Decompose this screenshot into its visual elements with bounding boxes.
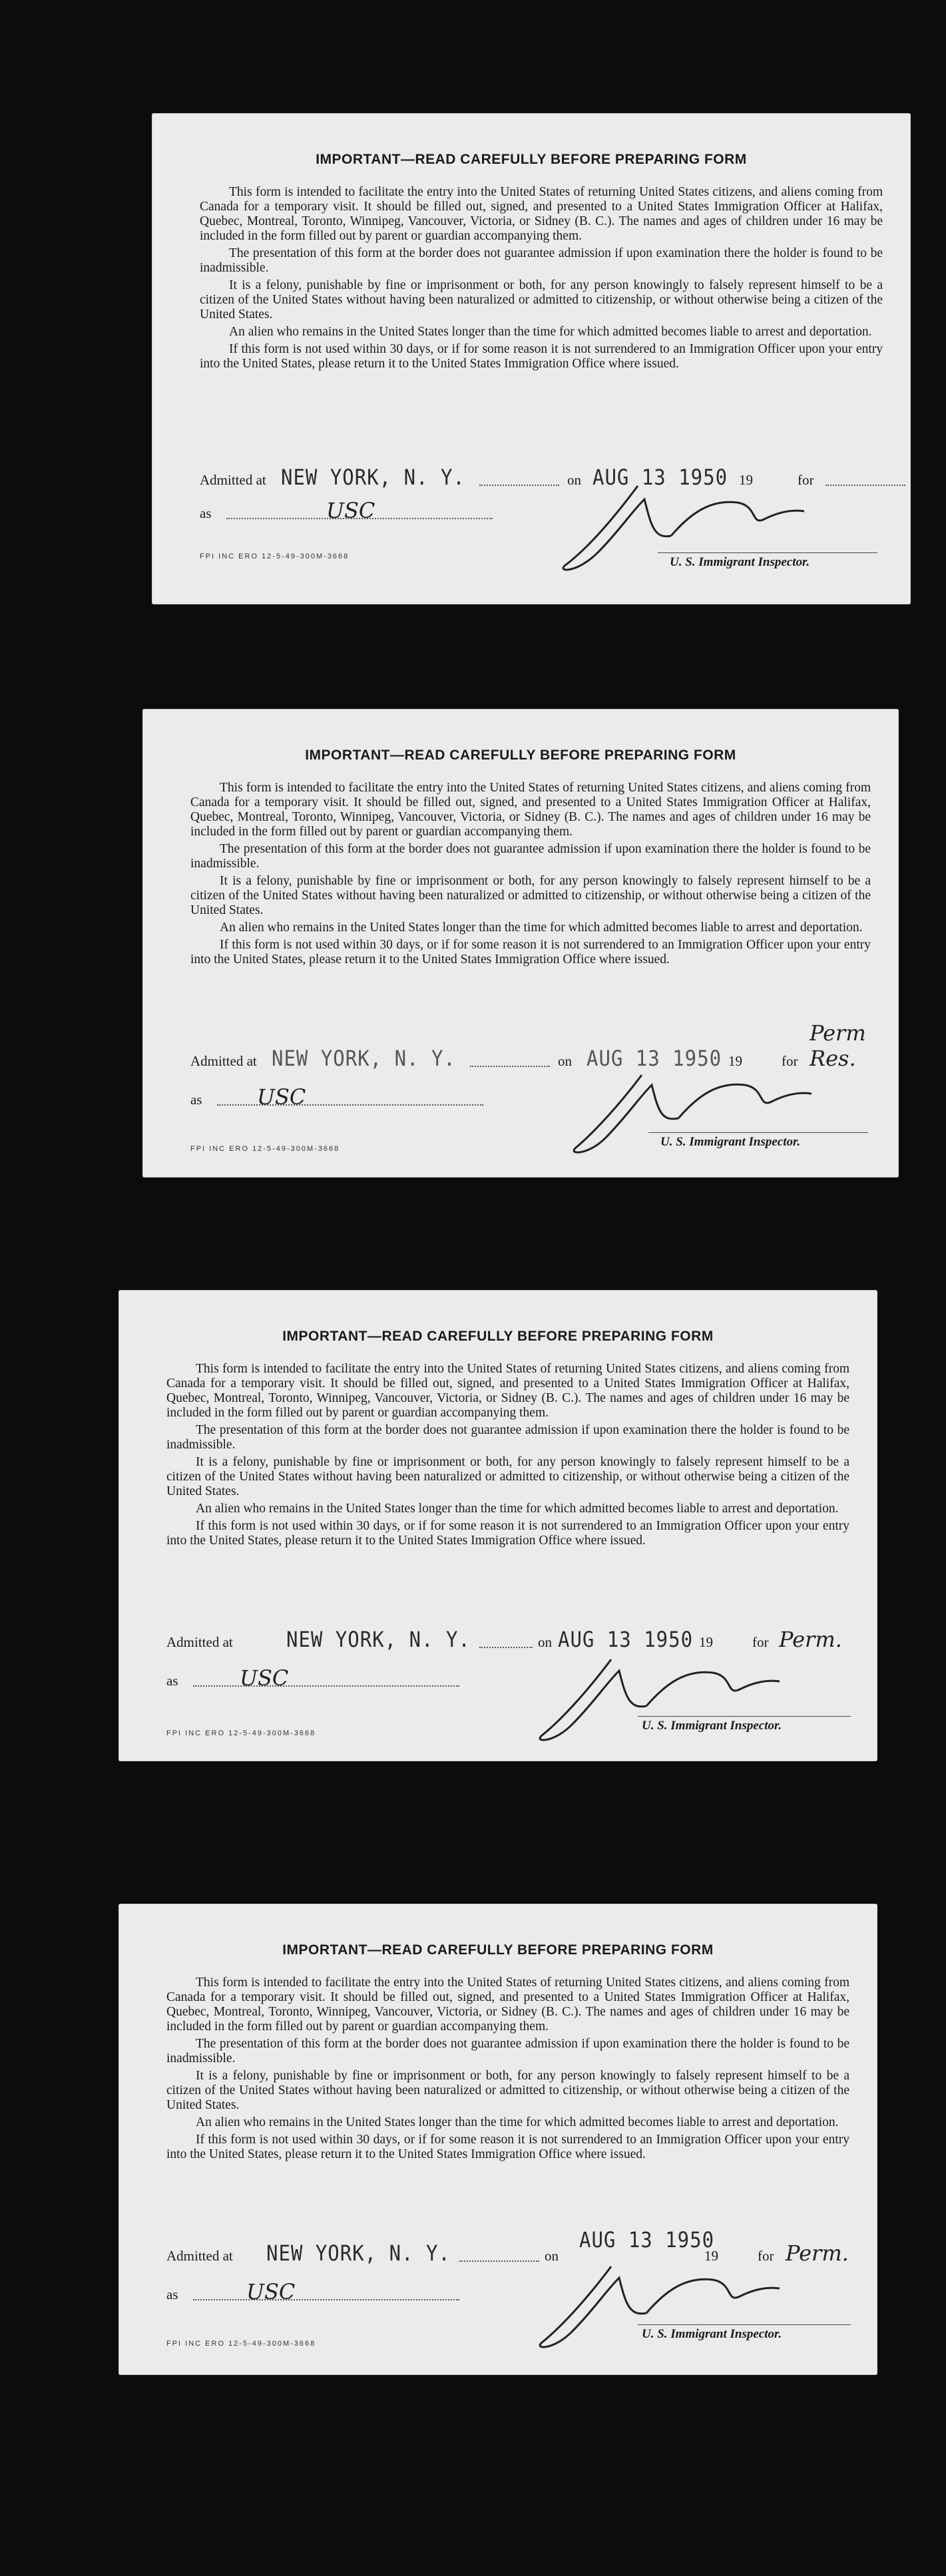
paragraph: The presentation of this form at the border does not guarantee admission if upon examination there the holder is found to be inadmissible. [200, 246, 883, 275]
as-label: as [190, 1092, 202, 1108]
year-label: 19 [699, 1634, 713, 1650]
as-value-handwritten: USC [246, 2279, 296, 2304]
for-label: for [782, 1053, 798, 1069]
admitted-label: Admitted at [166, 2248, 233, 2264]
card-title: IMPORTANT—READ CAREFULLY BEFORE PREPARING FORM [316, 152, 747, 167]
paragraph: This form is intended to facilitate the entry into the United States of returning United States citizens, and aliens coming from Canada for a temporary visit. It should be filled out, signed, and presented to a United States Immigration Officer at Halifax, Quebec, Montreal, Toronto, Winnipeg, Vancouver, Victoria, or Sidney (B. C.). The names and ages of children under 16 may be included in the form filled out by parent or guardian accompanying them. [166, 1362, 849, 1420]
paragraph: An alien who remains in the United States longer than the time for which admitted becomes liable to arrest and deportation. [196, 2115, 839, 2129]
date-stamp: AUG 13 1950 [587, 1046, 722, 1071]
on-label: on [567, 472, 581, 488]
for-value-handwritten: Perm. [779, 1627, 842, 1652]
paragraph: It is a felony, punishable by fine or imprisonment or both, for any person knowingly to falsely represent himself to be a citizen of the United States without having been naturalized or admitted to citizenship, or without otherwise being a citizen of the United States. [166, 2069, 849, 2112]
signature-graphic [511, 2250, 791, 2363]
paragraph: If this form is not used within 30 days, or if for some reason it is not surrendered to an Immigration Officer upon your entry into the United States, please return it to the United States Immigration Office where issued. [190, 938, 871, 966]
inspector-label: U. S. Immigrant Inspector. [642, 1719, 782, 1733]
paragraph: It is a felony, punishable by fine or imprisonment or both, for any person knowingly to falsely represent himself to be a citizen of the United States without having been naturalized or admitted to citizenship, or without otherwise being a citizen of the United States. [166, 1455, 849, 1498]
paragraph: An alien who remains in the United States longer than the time for which admitted becomes liable to arrest and deportation. [220, 921, 863, 935]
admitted-place-stamp: NEW YORK, N. Y. [266, 2241, 451, 2266]
paragraph: This form is intended to facilitate the entry into the United States of returning United States citizens, and aliens coming from Canada for a temporary visit. It should be filled out, signed, and presented to a United States Immigration Officer at Halifax, Quebec, Montreal, Toronto, Winnipeg, Vancouver, Victoria, or Sidney (B. C.). The names and ages of children under 16 may be included in the form filled out by parent or guardian accompanying them. [190, 781, 871, 839]
date-stamp: AUG 13 1950 [558, 1627, 694, 1652]
dotted-line [193, 1685, 459, 1687]
signature-graphic [542, 1055, 822, 1168]
signature-line [638, 1716, 851, 1717]
for-value-handwritten: Perm Res. [810, 1020, 866, 1071]
paragraph: An alien who remains in the United States longer than the time for which admitted becomes liable to arrest and deportation. [196, 1502, 839, 1516]
print-code: FPI INC ERO 12-5-49-300M-3668 [200, 552, 350, 560]
form-card [152, 113, 911, 604]
paragraph: This form is intended to facilitate the entry into the United States of returning United States citizens, and aliens coming from Canada for a temporary visit. It should be filled out, signed, and presented to a United States Immigration Officer at Halifax, Quebec, Montreal, Toronto, Winnipeg, Vancouver, Victoria, or Sidney (B. C.). The names and ages of children under 16 may be included in the form filled out by parent or guardian accompanying them. [200, 185, 883, 243]
as-label: as [166, 1673, 178, 1689]
as-value-handwritten: USC [257, 1084, 306, 1110]
dotted-line [193, 2299, 459, 2300]
as-label: as [200, 505, 212, 521]
admitted-label: Admitted at [190, 1053, 257, 1069]
print-code: FPI INC ERO 12-5-49-300M-3668 [190, 1145, 340, 1153]
paragraph: The presentation of this form at the border does not guarantee admission if upon examination there the holder is found to be inadmissible. [190, 842, 871, 871]
print-code: FPI INC ERO 12-5-49-300M-3668 [166, 2340, 316, 2348]
year-label: 19 [728, 1053, 742, 1069]
date-stamp: AUG 13 1950 [592, 465, 728, 490]
paragraph: The presentation of this form at the border does not guarantee admission if upon examination there the holder is found to be inadmissible. [166, 1423, 849, 1452]
on-label: on [545, 2248, 559, 2264]
card-body [200, 185, 883, 374]
year-label: 19 [739, 472, 753, 488]
form-card [118, 1904, 877, 2375]
dotted-line [826, 485, 905, 486]
paragraph: It is a felony, punishable by fine or imprisonment or both, for any person knowingly to falsely represent himself to be a citizen of the United States without having been naturalized or admitted to citizenship, or without otherwise being a citizen of the United States. [200, 278, 883, 322]
print-code: FPI INC ERO 12-5-49-300M-3668 [166, 1729, 316, 1737]
year-label: 19 [704, 2248, 718, 2264]
signature-line [648, 1132, 868, 1133]
admitted-place-stamp: NEW YORK, N. Y. [281, 465, 465, 490]
for-value-handwritten: Perm. [786, 2241, 849, 2266]
paragraph: If this form is not used within 30 days, or if for some reason it is not surrendered to an Immigration Officer upon your entry into the United States, please return it to the United States Immigration Office where issued. [200, 342, 883, 371]
inspector-label: U. S. Immigrant Inspector. [670, 555, 810, 569]
as-value-handwritten: USC [326, 498, 375, 523]
signature-line [658, 552, 877, 553]
for-label: for [752, 1634, 769, 1650]
paragraph: This form is intended to facilitate the entry into the United States of returning United States citizens, and aliens coming from Canada for a temporary visit. It should be filled out, signed, and presented to a United States Immigration Officer at Halifax, Quebec, Montreal, Toronto, Winnipeg, Vancouver, Victoria, or Sidney (B. C.). The names and ages of children under 16 may be included in the form filled out by parent or guardian accompanying them. [166, 1976, 849, 2034]
paragraph: The presentation of this form at the border does not guarantee admission if upon examination there the holder is found to be inadmissible. [166, 2037, 849, 2065]
date-stamp: AUG 13 1950 [579, 2227, 715, 2253]
form-card [142, 709, 899, 1178]
dotted-line [470, 1066, 550, 1067]
card-body [166, 1976, 849, 2165]
card-title: IMPORTANT—READ CAREFULLY BEFORE PREPARING FORM [305, 748, 736, 763]
signature-line [638, 2324, 851, 2325]
admitted-place-stamp: NEW YORK, N. Y. [286, 1627, 471, 1652]
admitted-label: Admitted at [200, 472, 266, 488]
signature-graphic [511, 1643, 791, 1756]
paragraph: An alien who remains in the United States longer than the time for which admitted becomes liable to arrest and deportation. [229, 325, 872, 339]
as-label: as [166, 2286, 178, 2302]
paragraph: If this form is not used within 30 days, or if for some reason it is not surrendered to an Immigration Officer upon your entry into the United States, please return it to the United States Immigration Office where issued. [166, 2133, 849, 2161]
admitted-label: Admitted at [166, 1634, 233, 1650]
as-value-handwritten: USC [240, 1665, 289, 1691]
card-title: IMPORTANT—READ CAREFULLY BEFORE PREPARING FORM [282, 1942, 714, 1958]
inspector-label: U. S. Immigrant Inspector. [642, 2327, 782, 2341]
on-label: on [538, 1634, 552, 1650]
card-title: IMPORTANT—READ CAREFULLY BEFORE PREPARING FORM [282, 1329, 714, 1344]
inspector-label: U. S. Immigrant Inspector. [660, 1135, 801, 1149]
form-card [118, 1290, 877, 1761]
paragraph: If this form is not used within 30 days, or if for some reason it is not surrendered to an Immigration Officer upon your entry into the United States, please return it to the United States Immigration Office where issued. [166, 1519, 849, 1548]
card-body [166, 1362, 849, 1551]
card-body [190, 781, 871, 970]
on-label: on [558, 1053, 572, 1069]
for-label: for [758, 2248, 774, 2264]
paragraph: It is a felony, punishable by fine or imprisonment or both, for any person knowingly to falsely represent himself to be a citizen of the United States without having been naturalized or admitted to citizenship, or without otherwise being a citizen of the United States. [190, 874, 871, 917]
admitted-place-stamp: NEW YORK, N. Y. [272, 1046, 456, 1071]
for-label: for [798, 472, 814, 488]
